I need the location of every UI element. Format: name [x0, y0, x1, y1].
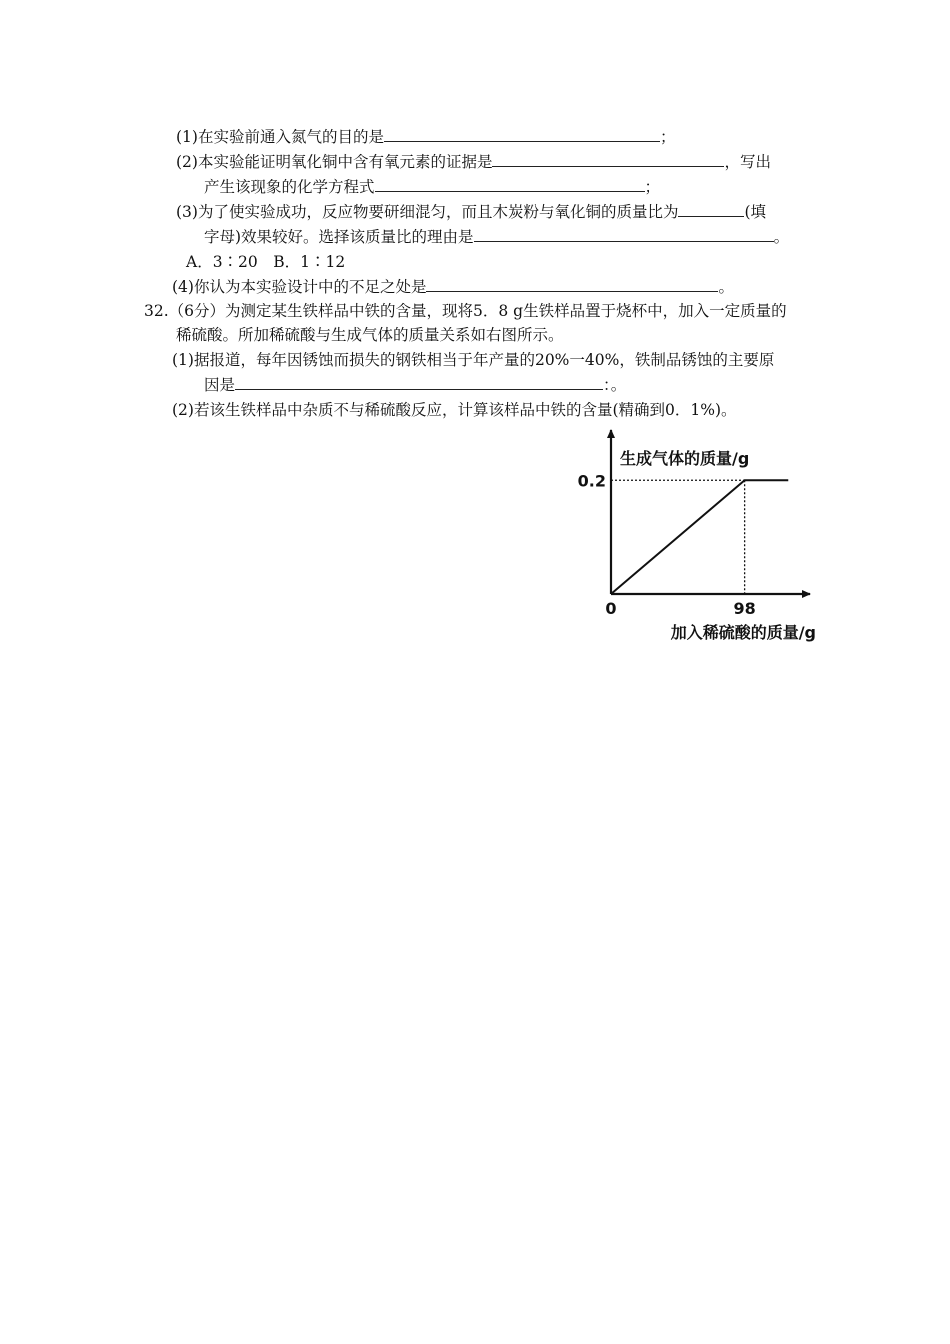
origin-label: 0 [605, 599, 617, 618]
question-1-text: (1)在实验前通入氮气的目的是 [176, 128, 384, 146]
answer-blank[interactable] [384, 126, 660, 142]
question-32-line2: 稀硫酸。所加稀硫酸与生成气体的质量关系如右图所示。 [176, 326, 564, 344]
answer-blank[interactable] [375, 176, 645, 192]
answer-blank[interactable] [474, 226, 774, 242]
y-tick-label: 0.2 [577, 471, 606, 491]
answer-blank[interactable] [678, 201, 744, 217]
question-3-text: (3)为了使实验成功，反应物要研细混匀，而且木炭粉与氧化铜的质量比为 [176, 203, 679, 221]
series-line [611, 480, 788, 594]
question-32-1-continued: 因是 ：。 [204, 376, 627, 394]
answer-blank[interactable] [235, 374, 603, 390]
question-3-options: A．3∶20 B．1∶12 [186, 253, 346, 271]
question-3-reason-text: 字母)效果较好。选择该质量比的理由是 [204, 228, 474, 246]
question-2-equation-text: 产生该现象的化学方程式 [204, 178, 375, 196]
question-4-text: (4)你认为本实验设计中的不足之处是 [172, 278, 427, 296]
question-2-continued: 产生该现象的化学方程式 ； [204, 178, 661, 196]
x-tick-label: 98 [733, 599, 756, 618]
x-axis-label: 加入稀硫酸的质量/g [670, 623, 816, 642]
question-32-line1: 32.（6分）为测定某生铁样品中铁的含量，现将5．8 g生铁样品置于烧杯中，加入一定质量的 [144, 302, 787, 320]
question-1: (1)在实验前通入氮气的目的是 ； [176, 128, 676, 146]
question-2-text: (2)本实验能证明氧化铜中含有氧元素的证据是 [176, 153, 493, 171]
y-axis-label: 生成气体的质量/g [620, 449, 750, 468]
answer-blank[interactable] [492, 151, 724, 167]
answer-blank[interactable] [426, 276, 718, 292]
question-3: (3)为了使实验成功，反应物要研细混匀，而且木炭粉与氧化铜的质量比为 (填 [176, 203, 767, 221]
question-2: (2)本实验能证明氧化铜中含有氧元素的证据是 ，写出 [176, 153, 771, 171]
question-32-2: (2)若该生铁样品中杂质不与稀硫酸反应，计算该样品中铁的含量(精确到0．1%)。 [172, 401, 737, 419]
question-4: (4)你认为本实验设计中的不足之处是 。 [172, 278, 734, 296]
question-3-continued: 字母)效果较好。选择该质量比的理由是 。 [204, 228, 790, 246]
gas-mass-chart [570, 422, 830, 652]
question-32-1: (1)据报道，每年因锈蚀而损失的钢铁相当于年产量的20%一40%，铁制品锈蚀的主要原 [172, 351, 775, 369]
